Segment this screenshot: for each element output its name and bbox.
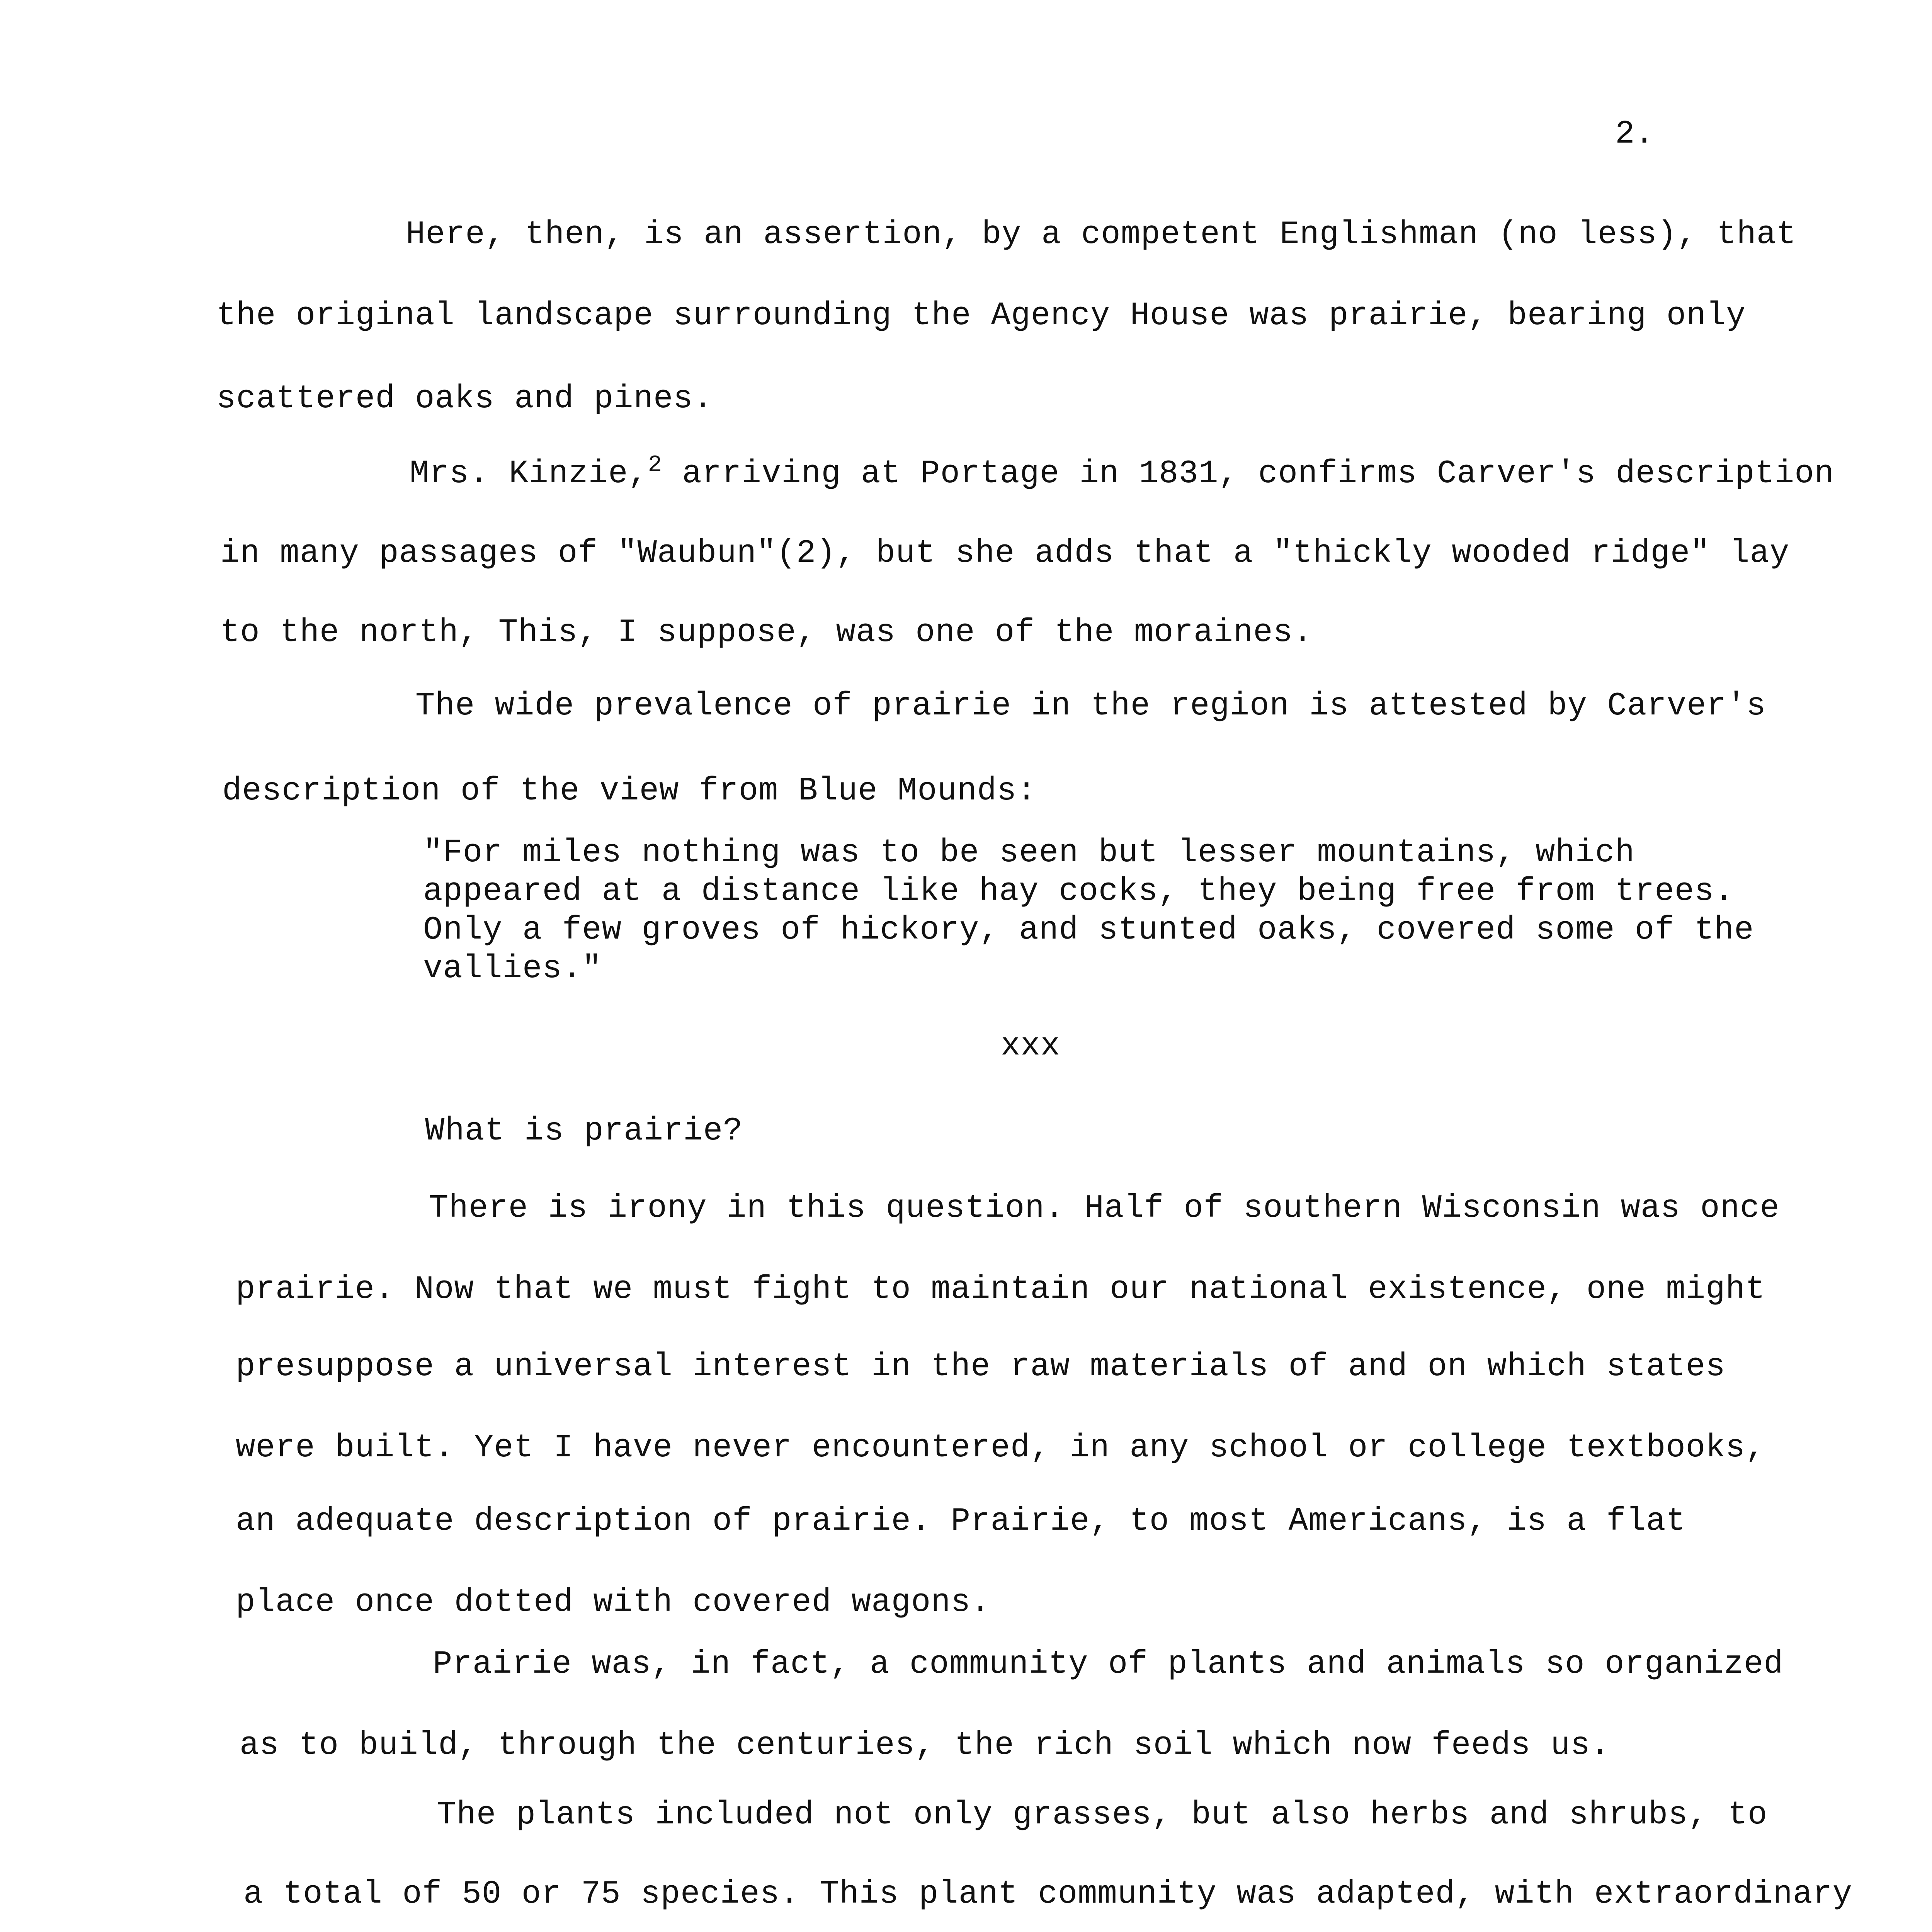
text-line: scattered oaks and pines. — [216, 381, 713, 417]
quote-line: Only a few groves of hickory, and stunted oaks, covered some of the — [423, 912, 1754, 949]
text-line: prairie. Now that we must fight to maintain our national existence, one might — [236, 1271, 1765, 1308]
text-line: to the north, This, I suppose, was one of the moraines. — [220, 614, 1313, 651]
text-line: description of the view from Blue Mounds: — [222, 773, 1037, 810]
quote-line: vallies." — [423, 951, 602, 987]
text-line: an adequate description of prairie. Prairie, to most Americans, is a flat — [236, 1503, 1686, 1540]
text-line: were built. Yet I have never encountered, in any school or college textbooks, — [236, 1430, 1765, 1466]
text-line: in many passages of "Waubun"(2), but she adds that a "thickly wooded ridge" lay — [220, 535, 1790, 572]
text-line: place once dotted with covered wagons. — [236, 1584, 991, 1621]
page-number: 2. — [1615, 116, 1654, 153]
text-span: Mrs. Kinzie, — [410, 456, 648, 492]
section-divider: xxx — [1001, 1028, 1061, 1065]
section-heading: What is prairie? — [425, 1113, 743, 1150]
text-line — [410, 452, 1834, 492]
text-span: arriving at Portage in 1831, confirms Carver's description — [662, 456, 1835, 492]
text-line: There is irony in this question. Half of southern Wisconsin was once — [429, 1190, 1780, 1227]
text-line: the original landscape surrounding the Agency House was prairie, bearing only — [216, 298, 1746, 334]
text-line: as to build, through the centuries, the rich soil which now feeds us. — [240, 1727, 1611, 1764]
text-line: The wide prevalence of prairie in the region is attested by Carver's — [415, 688, 1766, 724]
quote-line: appeared at a distance like hay cocks, they being free from trees. — [423, 873, 1734, 910]
text-line: Here, then, is an assertion, by a competent Englishman (no less), that — [406, 216, 1796, 253]
text-line: presuppose a universal interest in the raw materials of and on which states — [236, 1349, 1726, 1385]
footnote-ref: 2 — [648, 452, 662, 478]
text-line: The plants included not only grasses, but also herbs and shrubs, to — [437, 1797, 1768, 1833]
quote-line: "For miles nothing was to be seen but lesser mountains, which — [423, 835, 1635, 871]
text-line: a total of 50 or 75 species. This plant community was adapted, with extraordinary — [243, 1876, 1853, 1913]
text-line: Prairie was, in fact, a community of plants and animals so organized — [433, 1646, 1784, 1683]
